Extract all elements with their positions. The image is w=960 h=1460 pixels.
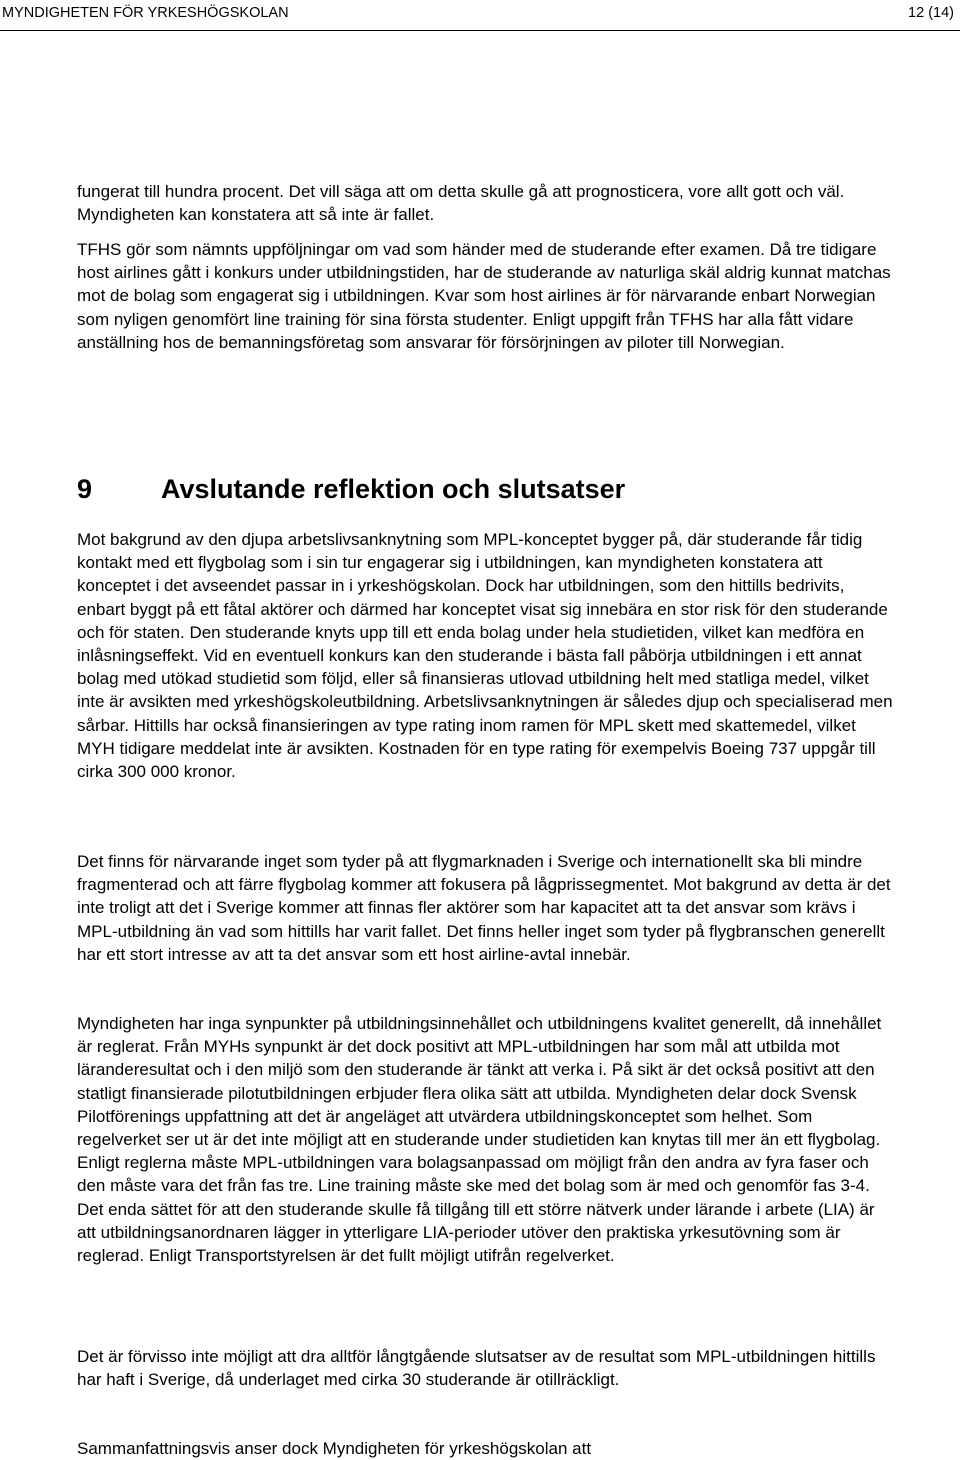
paragraph: TFHS gör som nämnts uppföljningar om vad som händer med de studerande efter examen. Då tre tidigare host airlines gått i konkurs under utbildningstiden, har de studerande av naturliga skäl aldrig kunnat matchas mot de bolag som engagerat sig i utbildningen. Kvar som host airlines är för närvarande enbart Norwegian som nyligen genomfört line training för sina första studenter. Enligt uppgift från TFHS har alla fått vidare anställning hos de bemanningsföretag som ansvarar för försörjningen av piloter till Norwegian. — [77, 240, 891, 352]
section-number: 9 — [77, 474, 93, 504]
page-header — [0, 0, 960, 26]
paragraph: Myndigheten har inga synpunkter på utbildningsinnehållet och utbildningens kvalitet generellt, då innehållet är reglerat. Från MYHs synpunkt är det dock positivt att MPL-utbildningen har som mål att utbilda mot läranderesultat och i den miljö som den studerande är tänkt att verka i. På sikt är det också positivt att den statligt finansierade pilotutbildningen erbjuder flera olika sätt att utbilda. Myndigheten delar dock Svensk Pilotförenings uppfattning att det är angeläget att utvärdera utbildningskonceptet som helhet. Som regelverket ser ut är det inte möjligt att en studerande under studietiden kan knytas till mer än ett flygbolag. Enligt reglerna måste MPL-utbildningen vara bolagsanpassad om möjligt från den andra av fyra faser och den måste vara det från fas tre. Line training måste ske med det bolag som är med och genomför fas 3-4. Det enda sättet för att den studerande skulle få tillgång till ett större nätverk under lärande i arbete (LIA) är att utbildningsanordnaren lägger in ytterligare LIA-perioder utöver den praktiska yrkesutövning som är reglerad. Enligt Transportstyrelsen är det fullt möjligt utifrån regelverket. — [77, 1014, 882, 1266]
paragraph: Mot bakgrund av den djupa arbetslivsanknytning som MPL-konceptet bygger på, där studerande får tidig kontakt med ett flygbolag som i sin tur engagerar sig i utbildningen, kan myndigheten konstatera att konceptet i det avseendet passar in i yrkeshögskolan. Dock har utbildningen, som den hittills bedrivits, enbart byggt på ett fåtal aktörer och därmed har konceptet visat sig innebära en stor risk för den studerande och för staten. Den studerande knyts upp till ett enda bolag under hela studietiden, vilket kan medföra en inlåsningseffekt. Vid en eventuell konkurs kan den studerande i bästa fall påbörja utbildningen i ett annat bolag med utökad studietid som följd, eller så finansieras utlovad utbildning helt med statliga medel, vilket inte är avsikten med yrkeshögskoleutbildning. Arbetslivsanknytningen är således djup och specialiserad men sårbar. Hittills har också finansieringen av type rating inom ramen för MPL skett med skattemedel, vilket MYH tidigare meddelat inte är avsikten. Kostnaden för en type rating för exempelvis Boeing 737 uppgår till cirka 300 000 kronor. — [77, 530, 893, 782]
header-divider — [0, 30, 960, 31]
header-title: MYNDIGHETEN FÖR YRKESHÖGSKOLAN — [2, 5, 289, 21]
paragraph: Sammanfattningsvis anser dock Myndigheten för yrkeshögskolan att — [77, 1439, 592, 1458]
paragraph: fungerat till hundra procent. Det vill säga att om detta skulle gå att prognosticera, vore allt gott och väl. Myndigheten kan konstatera att så inte är fallet. — [77, 182, 845, 225]
page-number: 12 (14) — [908, 5, 954, 21]
section-title: Avslutande reflektion och slutsatser — [161, 474, 626, 504]
paragraph: Det är förvisso inte möjligt att dra alltför långtgående slutsatser av de resultat som MPL-utbildningen hittills har haft i Sverige, då underlaget med cirka 30 studerande är otillräckligt. — [77, 1347, 876, 1390]
paragraph: Det finns för närvarande inget som tyder på att flygmarknaden i Sverige och internationellt ska bli mindre fragmenterad och att färre flygbolag kommer att fokusera på lågprissegmentet. Mot bakgrund av detta är det inte troligt att det i Sverige kommer att finnas fler aktörer som har kapacitet att ta det ansvar som krävs i MPL-utbildning än vad som hittills har varit fallet. Det finns heller inget som tyder på flygbranschen generellt har ett stort intresse av att ta det ansvar som ett host airline-avtal innebär. — [77, 852, 891, 964]
section-heading — [77, 472, 897, 506]
